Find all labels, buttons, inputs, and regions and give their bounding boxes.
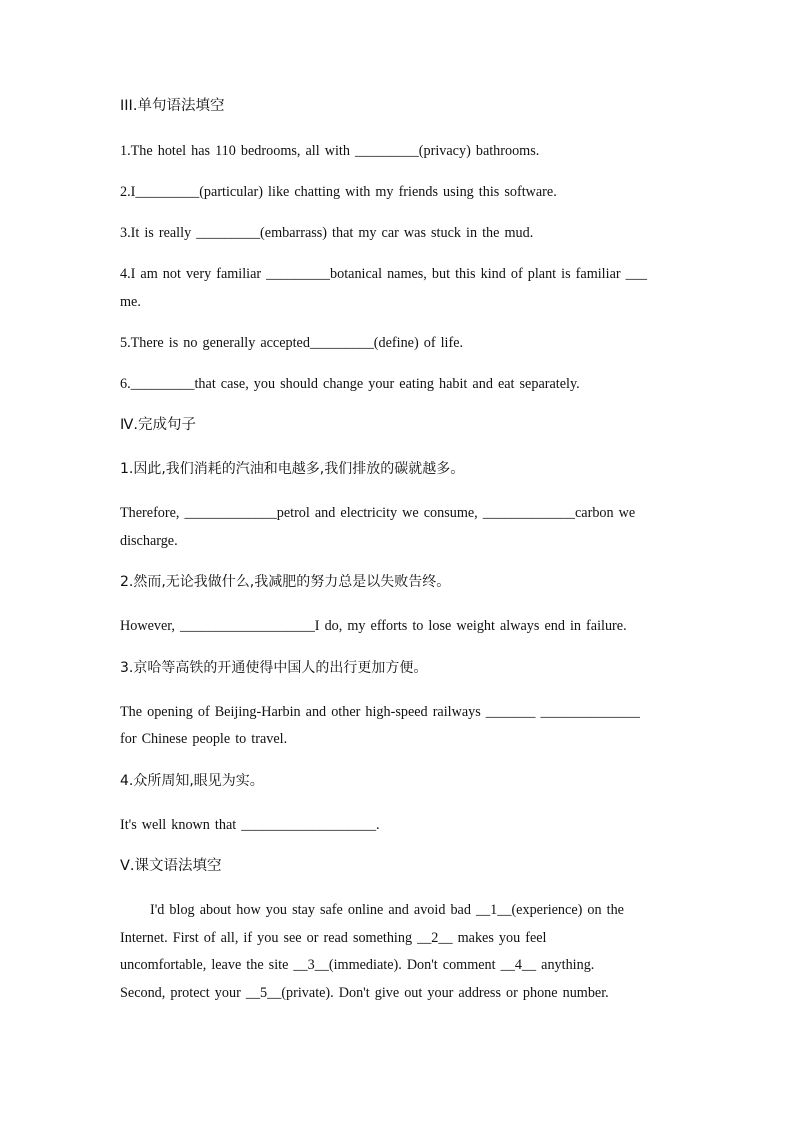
question-6: 6._________that case, you should change your eating habit and eat separately.	[120, 376, 580, 392]
sentence-3-english-line-1: The opening of Beijing-Harbin and other high-speed railways _______ ______________	[120, 704, 640, 720]
passage-line-4: Second, protect your __5__(private). Don't give out your address or phone number.	[120, 985, 609, 1001]
section-5-heading: Ⅴ.课文语法填空	[120, 858, 222, 874]
section-4-heading: Ⅳ.完成句子	[120, 417, 196, 433]
sentence-3-chinese: 3.京哈等高铁的开通使得中国人的出行更加方便。	[120, 660, 428, 676]
sentence-1-english-line-1: Therefore, _____________petrol and electricity we consume, _____________carbon we	[120, 505, 636, 521]
sentence-1-english-line-2: discharge.	[120, 533, 178, 549]
question-4-line-2: me.	[120, 294, 141, 310]
sentence-3-english-line-2: for Chinese people to travel.	[120, 731, 288, 747]
question-1: 1.The hotel has 110 bedrooms, all with _________(privacy) bathrooms.	[120, 143, 540, 159]
sentence-4-english: It's well known that ___________________.	[120, 817, 380, 833]
section-3-heading: III.单句语法填空	[120, 98, 225, 114]
question-4-line-1: 4.I am not very familiar _________botanical names, but this kind of plant is familiar ___	[120, 266, 647, 282]
passage-line-2: Internet. First of all, if you see or read something __2__ makes you feel	[120, 930, 547, 946]
sentence-1-chinese: 1.因此,我们消耗的汽油和电越多,我们排放的碳就越多。	[120, 461, 465, 477]
question-5: 5.There is no generally accepted_________(define) of life.	[120, 335, 464, 351]
sentence-2-english: However, ___________________I do, my efforts to lose weight always end in failure.	[120, 618, 627, 634]
question-2: 2.I_________(particular) like chatting with my friends using this software.	[120, 184, 557, 200]
passage-line-1: I'd blog about how you stay safe online and avoid bad __1__(experience) on the	[150, 902, 624, 918]
sentence-4-chinese: 4.众所周知,眼见为实。	[120, 773, 264, 789]
question-3: 3.It is really _________(embarrass) that my car was stuck in the mud.	[120, 225, 534, 241]
passage-line-3: uncomfortable, leave the site __3__(immediate). Don't comment __4__ anything.	[120, 957, 595, 973]
sentence-2-chinese: 2.然而,无论我做什么,我减肥的努力总是以失败告终。	[120, 574, 451, 590]
